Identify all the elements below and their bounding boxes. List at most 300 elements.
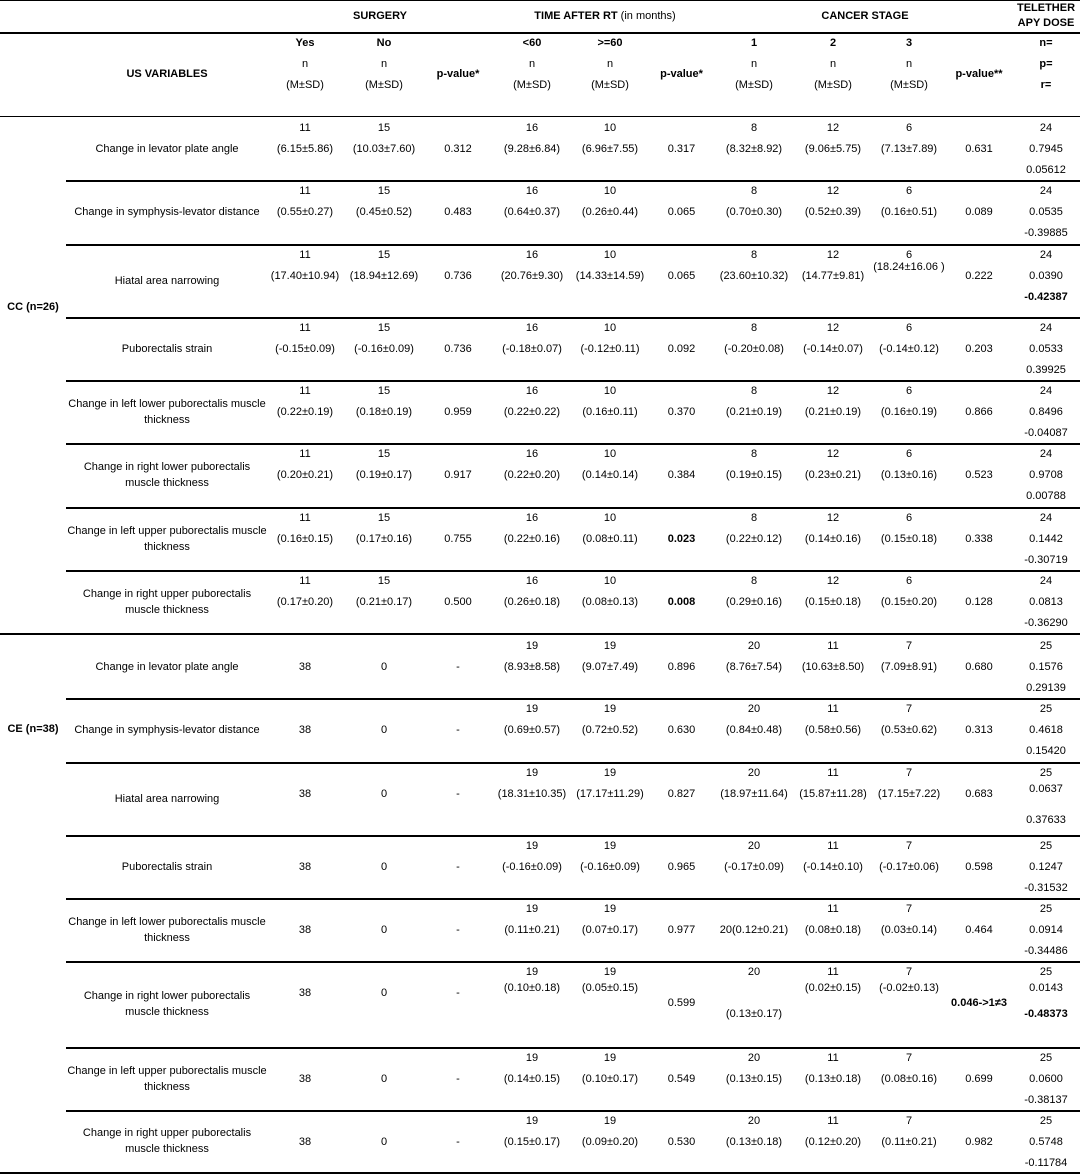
surgery-no-msd: (10.03±7.60) [352, 143, 416, 155]
surgery-p-value: 0.736 [444, 270, 472, 282]
variable-label: Change in levator plate angle [95, 143, 239, 155]
time-lt60-n: 19 [525, 767, 539, 779]
stage-p-value: 0.203 [965, 343, 993, 355]
stage2-n: 11 [827, 767, 839, 779]
stage1-msd: (8.76±7.54) [725, 661, 783, 673]
tele-r: 0.37633 [1026, 814, 1066, 826]
stage1-n: 8 [750, 249, 758, 261]
stage2-n: 12 [826, 385, 840, 397]
time-lt60-msd: (-0.16±0.09) [502, 861, 562, 873]
tele-n: 24 [1039, 322, 1053, 334]
surgery-yes-msd: (0.20±0.21) [276, 469, 334, 481]
surgery-p-value: - [456, 924, 460, 936]
tele-p: 0.0914 [1029, 924, 1063, 936]
surgery-yes-msd: (17.40±10.94) [270, 270, 340, 282]
time-lt60-n: 19 [525, 703, 539, 715]
time-lt60-n: 16 [525, 185, 539, 197]
surgery-no-msd: (-0.16±0.09) [354, 343, 414, 355]
time-lt60-msd: (20.76±9.30) [500, 270, 564, 282]
stage-p-value: 0.046->1≠3 [951, 997, 1007, 1009]
surgery-yes-msd: (-0.15±0.09) [275, 343, 335, 355]
time-lt60-msd: (-0.18±0.07) [502, 343, 562, 355]
tele-p: 0.1576 [1029, 661, 1063, 673]
stage3-n: 7 [905, 640, 913, 652]
tele-p: 0.0600 [1029, 1073, 1063, 1085]
stage3-msd: (0.16±0.19) [880, 406, 938, 418]
stage1-n: 8 [750, 122, 758, 134]
time-ge60-n: 19 [603, 703, 617, 715]
row-divider [66, 443, 1080, 445]
stage-p-value: 0.222 [965, 270, 993, 282]
surgery-no-n: 15 [377, 575, 391, 587]
variable-label: Change in right upper puborectalis muscle thickness [82, 588, 252, 616]
surgery-p-value: - [456, 861, 460, 873]
variable-label: Change in left lower puborectalis muscle thickness [68, 916, 266, 944]
stage-p-value: 0.313 [965, 724, 993, 736]
surgery-yes-n: 38 [298, 1073, 312, 1085]
tele-r: 0.39925 [1026, 364, 1066, 376]
time-p-value: 0.630 [667, 724, 696, 736]
surgery-p-value: - [456, 1073, 460, 1085]
stage1-n: 8 [750, 448, 758, 460]
surgery-yes-n: 38 [298, 1136, 312, 1148]
variable-label: Puborectalis strain [121, 343, 213, 355]
time-ge60-n: 19 [603, 903, 617, 915]
tele-p: 0.1247 [1029, 861, 1063, 873]
variable-label: Change in right lower puborectalis muscle thickness [83, 990, 251, 1018]
sub-msd: (M±SD) [513, 79, 551, 91]
row-divider [66, 244, 1080, 246]
time-ge60-msd: (0.08±0.11) [582, 533, 638, 545]
row-divider [66, 698, 1080, 700]
time-lt60-msd: (9.28±6.84) [503, 143, 561, 155]
tele-r: -0.36290 [1024, 617, 1068, 629]
time-p-value: 0.827 [667, 788, 696, 800]
row-divider [66, 762, 1080, 764]
surgery-yes-msd: (0.16±0.15) [276, 533, 334, 545]
tele-n: 25 [1039, 1052, 1053, 1064]
time-lt60-msd: (0.64±0.37) [503, 206, 561, 218]
stage3-n: 7 [905, 1052, 913, 1064]
tele-n: 24 [1039, 122, 1053, 134]
stage1-msd: (0.84±0.48) [725, 724, 783, 736]
time-ge60-n: 19 [603, 767, 617, 779]
surgery-no-n: 15 [377, 249, 391, 261]
stage1-n: 20 [747, 767, 761, 779]
stage2-n: 11 [827, 1052, 839, 1064]
time-ge60-msd: (0.07±0.17) [581, 924, 639, 936]
header-time-after-rt [500, 10, 710, 23]
time-p-value: 0.530 [667, 1136, 696, 1148]
stage3-n: 6 [905, 122, 913, 134]
stage2-n: 11 [827, 840, 839, 852]
surgery-no-n: 0 [380, 661, 388, 673]
stage1-msd: (0.29±0.16) [725, 596, 783, 608]
time-ge60-msd: (0.14±0.14) [581, 469, 639, 481]
stage2-n: 12 [826, 448, 840, 460]
tele-n: 24 [1039, 575, 1053, 587]
stage-p-value: 0.680 [965, 661, 993, 673]
surgery-yes-n: 11 [299, 122, 311, 134]
time-p-value: 0.065 [667, 270, 696, 282]
tele-r: -0.34486 [1024, 945, 1068, 957]
row-divider [66, 835, 1080, 837]
stage3-n: 7 [905, 966, 913, 978]
time-ge60-n: 10 [603, 448, 617, 460]
stage3-msd: (-0.17±0.06) [879, 861, 939, 873]
stage2-msd: (-0.14±0.10) [803, 861, 863, 873]
surgery-yes-n: 11 [299, 385, 311, 397]
stage2-msd: (-0.14±0.07) [803, 343, 863, 355]
stage1-n: 20 [747, 640, 761, 652]
stage-p-value: 0.598 [965, 861, 993, 873]
time-lt60-n: 16 [525, 575, 539, 587]
sub-n: n [380, 58, 388, 70]
time-lt60-n: 19 [525, 1115, 539, 1127]
stage2-msd: (0.21±0.19) [804, 406, 862, 418]
surgery-no-n: 0 [380, 1136, 388, 1148]
row-divider [66, 380, 1080, 382]
stage1-msd: (18.97±11.64) [720, 788, 788, 800]
variable-label: Hiatal area narrowing [114, 793, 220, 805]
time-ge60-msd: (14.33±14.59) [575, 270, 645, 282]
row-divider [66, 1047, 1080, 1049]
time-lt60-msd: (0.26±0.18) [503, 596, 561, 608]
surgery-p-value: - [456, 987, 460, 999]
surgery-no-n: 0 [380, 1073, 388, 1085]
time-ge60-msd: (6.96±7.55) [581, 143, 639, 155]
row-divider [66, 180, 1080, 182]
surgery-yes-n: 11 [299, 249, 311, 261]
tele-p: 0.0143 [1029, 982, 1063, 994]
time-lt60-msd: (0.10±0.18) [503, 982, 561, 994]
surgery-no-n: 0 [380, 987, 388, 999]
time-p-value: 0.065 [667, 206, 696, 218]
stage3-msd: (0.15±0.18) [880, 533, 938, 545]
time-ge60-n: 10 [603, 512, 617, 524]
variable-label: Change in left lower puborectalis muscle thickness [68, 398, 266, 426]
stage3-msd: (0.03±0.14) [880, 924, 938, 936]
col-yes: Yes [295, 37, 315, 49]
surgery-yes-n: 38 [298, 987, 312, 999]
tele-n: 24 [1039, 512, 1053, 524]
sub-n: n [750, 58, 758, 70]
stage1-msd: (0.70±0.30) [725, 206, 783, 218]
stage3-msd: (0.13±0.16) [880, 469, 938, 481]
tele-p: 0.0390 [1029, 270, 1063, 282]
time-lt60-n: 19 [525, 1052, 539, 1064]
stage1-n: 8 [750, 322, 758, 334]
stage2-n: 12 [826, 185, 840, 197]
time-lt60-n: 16 [525, 249, 539, 261]
time-lt60-n: 16 [525, 512, 539, 524]
variable-label: Change in levator plate angle [95, 661, 239, 673]
stage2-msd: (14.77±9.81) [801, 270, 865, 282]
stage2-n: 12 [826, 122, 840, 134]
tele-r: -0.38137 [1024, 1094, 1068, 1106]
time-p-value: 0.896 [667, 661, 696, 673]
stage1-msd: (0.21±0.19) [725, 406, 783, 418]
group-label-ce: CE (n=38) [7, 723, 59, 735]
rule-group [0, 633, 1080, 635]
time-ge60-msd: (17.17±11.29) [576, 788, 644, 800]
surgery-no-n: 0 [380, 788, 388, 800]
surgery-yes-msd: (0.22±0.19) [276, 406, 334, 418]
time-ge60-n: 19 [603, 966, 617, 978]
tele-r: 0.00788 [1026, 490, 1066, 502]
time-lt60-n: 16 [525, 122, 539, 134]
stage1-msd: (0.19±0.15) [725, 469, 783, 481]
surgery-yes-n: 38 [298, 861, 312, 873]
stage1-n: 20 [747, 1115, 761, 1127]
sub-n: n [829, 58, 837, 70]
surgery-yes-n: 38 [298, 661, 312, 673]
variable-label: Change in left upper puborectalis muscle thickness [67, 525, 267, 553]
stage1-n: 8 [750, 385, 758, 397]
tele-r: -0.11784 [1024, 1157, 1068, 1169]
sub-msd: (M±SD) [365, 79, 403, 91]
time-p-value: 0.092 [667, 343, 696, 355]
time-p-value: 0.370 [667, 406, 696, 418]
stage-p-value: 0.631 [965, 143, 993, 155]
sub-n: n [606, 58, 614, 70]
stage-p-value: 0.338 [965, 533, 993, 545]
stage-p-value: 0.089 [965, 206, 993, 218]
surgery-yes-n: 38 [298, 724, 312, 736]
time-ge60-n: 19 [603, 1052, 617, 1064]
surgery-p-value: - [456, 1136, 460, 1148]
stage1-msd: 20(0.12±0.21) [719, 924, 789, 936]
sub-msd: (M±SD) [591, 79, 629, 91]
time-ge60-msd: (-0.16±0.09) [580, 861, 640, 873]
rule-top [0, 0, 1080, 1]
stage1-n: 20 [747, 703, 761, 715]
surgery-p-value: 0.959 [444, 406, 472, 418]
stage2-msd: (0.12±0.20) [804, 1136, 862, 1148]
stage1-msd: (8.32±8.92) [725, 143, 783, 155]
group-label-cc: CC (n=26) [7, 301, 59, 313]
tele-n: 25 [1039, 1115, 1053, 1127]
time-ge60-msd: (0.10±0.17) [581, 1073, 639, 1085]
surgery-no-n: 15 [377, 122, 391, 134]
stage3-msd: (-0.14±0.12) [879, 343, 939, 355]
time-ge60-msd: (0.26±0.44) [581, 206, 639, 218]
stage3-msd: (0.16±0.51) [880, 206, 938, 218]
time-lt60-msd: (0.22±0.22) [503, 406, 561, 418]
stage3-n: 7 [905, 840, 913, 852]
stage3-n: 6 [905, 249, 913, 261]
time-ge60-msd: (0.16±0.11) [582, 406, 638, 418]
stage-p-value: 0.699 [965, 1073, 993, 1085]
time-lt60-n: 16 [525, 322, 539, 334]
surgery-yes-n: 11 [299, 448, 311, 460]
stage-p-value: 0.128 [965, 596, 993, 608]
variable-label: Puborectalis strain [121, 861, 213, 873]
tele-r: -0.30719 [1024, 554, 1068, 566]
stage1-msd: (0.22±0.12) [725, 533, 783, 545]
surgery-no-msd: (0.45±0.52) [355, 206, 413, 218]
stage2-n: 12 [826, 575, 840, 587]
stage3-n: 7 [905, 903, 913, 915]
stage1-msd: (-0.17±0.09) [724, 861, 784, 873]
stage-p-value: 0.866 [965, 406, 993, 418]
col-stage-1: 1 [750, 37, 758, 49]
surgery-yes-n: 11 [299, 575, 311, 587]
surgery-p-value: 0.917 [444, 469, 472, 481]
time-lt60-msd: (0.14±0.15) [503, 1073, 561, 1085]
stage2-n: 11 [827, 903, 839, 915]
stage3-n: 6 [905, 185, 913, 197]
header-teletherapy-2: APY DOSE [1017, 17, 1075, 29]
time-lt60-msd: (0.69±0.57) [503, 724, 561, 736]
surgery-no-msd: (0.18±0.19) [355, 406, 413, 418]
variable-label: Change in left upper puborectalis muscle thickness [67, 1065, 267, 1093]
surgery-p-value: 0.755 [444, 533, 472, 545]
variable-label: Hiatal area narrowing [114, 275, 220, 287]
header-time-label: TIME AFTER RT [534, 10, 618, 22]
time-ge60-n: 10 [603, 385, 617, 397]
time-ge60-msd: (0.05±0.15) [581, 982, 639, 994]
time-ge60-n: 19 [603, 1115, 617, 1127]
stage3-msd: (0.53±0.62) [880, 724, 938, 736]
stage3-msd: (0.15±0.20) [880, 596, 938, 608]
stage3-msd: (7.09±8.91) [880, 661, 938, 673]
tele-r: 0.15420 [1026, 745, 1066, 757]
tele-n: 25 [1039, 966, 1053, 978]
stage2-n: 11 [827, 1115, 839, 1127]
stage1-msd: (23.60±10.32) [719, 270, 789, 282]
col-stage-2: 2 [829, 37, 837, 49]
header-cancer-stage: CANCER STAGE [821, 10, 909, 22]
time-p-value: 0.549 [667, 1073, 696, 1085]
stage1-msd: (0.13±0.15) [725, 1073, 783, 1085]
col-lt60: <60 [522, 37, 542, 49]
stage2-n: 12 [826, 249, 840, 261]
stage2-msd: (0.13±0.18) [804, 1073, 862, 1085]
stage2-n: 11 [827, 640, 839, 652]
time-p-value: 0.317 [667, 143, 696, 155]
time-ge60-n: 10 [603, 122, 617, 134]
sub-msd: (M±SD) [735, 79, 773, 91]
stage3-n: 6 [905, 322, 913, 334]
time-lt60-n: 19 [525, 640, 539, 652]
stage-p-value: 0.683 [965, 788, 993, 800]
surgery-p-value: - [456, 661, 460, 673]
stage1-msd: (0.13±0.17) [725, 1008, 783, 1020]
sub-msd: (M±SD) [890, 79, 928, 91]
tele-n: 25 [1039, 640, 1053, 652]
time-p-value: 0.965 [667, 861, 696, 873]
surgery-no-n: 15 [377, 512, 391, 524]
time-lt60-n: 19 [525, 903, 539, 915]
sub-msd: (M±SD) [814, 79, 852, 91]
tele-n: 25 [1039, 903, 1053, 915]
stage2-msd: (0.23±0.21) [804, 469, 862, 481]
header-time-unit: (in months) [620, 10, 676, 22]
tele-p: 0.4618 [1029, 724, 1063, 736]
sub-n: n [528, 58, 536, 70]
stage3-n: 7 [905, 767, 913, 779]
rule-header [0, 32, 1080, 34]
tele-p: 0.9708 [1029, 469, 1063, 481]
row-divider [66, 1110, 1080, 1112]
stage1-n: 8 [750, 575, 758, 587]
col-ge60: >=60 [597, 37, 623, 49]
stage-p-value: 0.982 [965, 1136, 993, 1148]
stage1-n: 20 [747, 1052, 761, 1064]
time-ge60-n: 19 [603, 840, 617, 852]
time-lt60-n: 19 [525, 966, 539, 978]
surgery-yes-n: 11 [299, 512, 311, 524]
surgery-yes-n: 11 [299, 185, 311, 197]
tele-n: 25 [1039, 767, 1053, 779]
surgery-p-value: 0.483 [444, 206, 472, 218]
row-divider [66, 317, 1080, 319]
surgery-no-msd: (0.19±0.17) [355, 469, 413, 481]
tele-n: 25 [1039, 840, 1053, 852]
tele-n: 24 [1039, 185, 1053, 197]
stage2-msd: (15.87±11.28) [799, 788, 867, 800]
tele-p-label: p= [1039, 58, 1053, 70]
stage2-msd: (0.08±0.18) [804, 924, 862, 936]
pvalue-surgery-header: p-value* [436, 68, 480, 80]
surgery-p-value: - [456, 724, 460, 736]
sub-msd: (M±SD) [286, 79, 324, 91]
row-divider [66, 961, 1080, 963]
stage2-msd: (0.58±0.56) [804, 724, 862, 736]
stage3-msd: (17.15±7.22) [877, 788, 941, 800]
surgery-yes-n: 38 [298, 924, 312, 936]
tele-p: 0.0813 [1029, 596, 1063, 608]
time-ge60-msd: (9.07±7.49) [581, 661, 639, 673]
tele-p: 0.5748 [1029, 1136, 1063, 1148]
time-ge60-msd: (-0.12±0.11) [580, 343, 640, 355]
row-divider [66, 570, 1080, 572]
surgery-no-n: 15 [377, 448, 391, 460]
time-lt60-msd: (8.93±8.58) [503, 661, 561, 673]
header-surgery: SURGERY [353, 10, 407, 22]
surgery-p-value: 0.312 [444, 143, 472, 155]
time-lt60-n: 16 [525, 448, 539, 460]
surgery-no-n: 15 [377, 322, 391, 334]
stage1-msd: (-0.20±0.08) [724, 343, 784, 355]
time-lt60-n: 19 [525, 840, 539, 852]
pvalue-time-header: p-value* [660, 68, 703, 80]
sub-n: n [301, 58, 309, 70]
stage2-msd: (0.15±0.18) [804, 596, 862, 608]
variable-label: Change in right upper puborectalis muscle thickness [82, 1127, 252, 1155]
stage-p-value: 0.523 [965, 469, 993, 481]
surgery-no-n: 15 [377, 385, 391, 397]
tele-r: -0.04087 [1024, 427, 1068, 439]
rule-bottom [0, 1172, 1080, 1174]
us-variables-header: US VARIABLES [126, 68, 208, 80]
time-lt60-msd: (18.31±10.35) [497, 788, 567, 800]
time-ge60-msd: (0.08±0.13) [581, 596, 639, 608]
stage2-n: 11 [827, 703, 839, 715]
surgery-yes-msd: (0.55±0.27) [276, 206, 334, 218]
col-no: No [376, 37, 392, 49]
stage2-n: 11 [827, 966, 839, 978]
time-ge60-n: 10 [603, 575, 617, 587]
surgery-yes-n: 11 [299, 322, 311, 334]
time-lt60-msd: (0.15±0.17) [503, 1136, 561, 1148]
stage1-msd: (0.13±0.18) [725, 1136, 783, 1148]
surgery-yes-msd: (6.15±5.86) [276, 143, 334, 155]
variable-label: Change in right lower puborectalis muscle thickness [83, 461, 251, 489]
tele-r: 0.05612 [1026, 164, 1066, 176]
surgery-yes-n: 38 [298, 788, 312, 800]
